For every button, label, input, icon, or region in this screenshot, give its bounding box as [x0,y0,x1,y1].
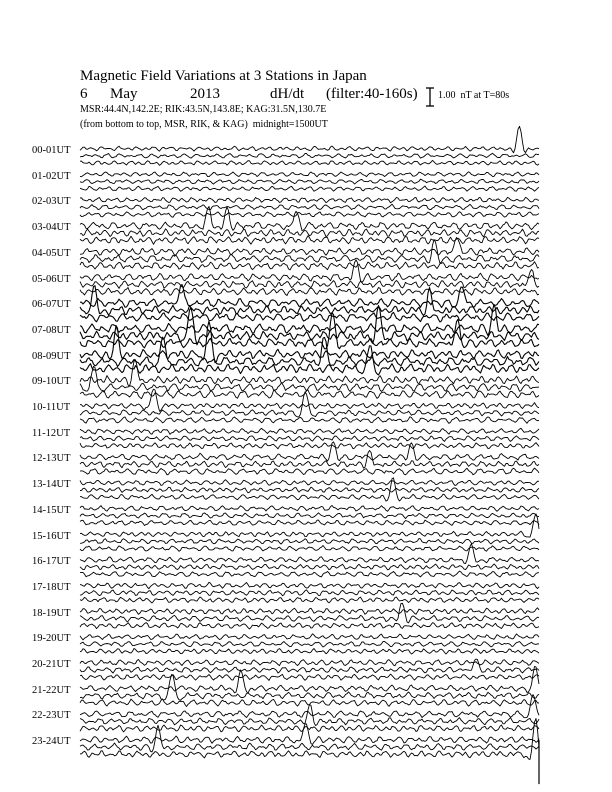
station-trace [80,674,539,680]
station-trace [80,597,539,603]
row-label: 06-07UT [32,299,71,311]
station-trace [80,603,539,623]
station-coordinates: MSR:44.4N,142.2E; RIK:43.5N,143.8E; KAG:31.5N,130.7E [80,104,327,115]
station-trace [80,212,539,218]
row-label: 03-04UT [32,222,71,234]
row-label: 17-18UT [32,581,71,593]
station-trace [80,608,539,615]
row-label: 13-14UT [32,479,71,491]
station-trace [80,544,539,564]
station-trace [80,571,539,577]
station-trace [80,197,539,203]
station-trace [80,468,539,475]
station-trace [80,642,539,648]
station-trace [80,270,539,289]
row-label: 01-02UT [32,170,71,182]
station-trace [80,582,539,588]
station-trace [80,480,539,486]
row-label: 11-12UT [32,427,71,439]
chart-title: Magnetic Field Variations at 3 Stations in Japan [80,68,367,84]
station-trace [80,436,539,442]
row-label: 15-16UT [32,530,71,542]
station-trace [80,695,539,718]
station-trace [80,513,539,519]
station-trace [80,428,539,434]
station-trace [80,229,539,237]
row-label: 12-13UT [32,453,71,465]
station-trace [80,725,539,732]
row-label: 04-05UT [32,247,71,259]
row-label: 02-03UT [32,196,71,208]
date-year: 2013 [190,86,220,102]
station-trace [80,204,539,210]
station-order-note: (from bottom to top, MSR, RIK, & KAG) midnight=1500UT [80,119,328,130]
station-trace [80,634,539,640]
station-trace [80,443,539,449]
date-month: May [110,86,138,102]
station-trace [80,520,539,525]
station-trace [80,286,539,316]
station-trace [80,660,539,666]
station-trace [80,285,539,308]
station-trace [80,417,539,424]
station-trace [80,724,539,745]
row-label: 20-21UT [32,659,71,670]
station-trace [80,172,539,177]
row-label: 09-10UT [32,376,71,388]
station-trace [80,186,539,191]
station-trace [80,564,539,570]
row-label: 18-19UT [32,607,71,619]
row-label: 16-17UT [32,556,71,568]
station-trace [80,675,539,701]
station-trace [80,238,539,256]
station-trace [80,390,539,399]
date-day: 6 [80,86,88,102]
station-trace [80,649,539,655]
row-label: 08-09UT [32,350,71,362]
row-label: 14-15UT [32,504,71,516]
row-label: 19-20UT [32,633,71,645]
row-label: 21-22UT [32,684,71,696]
station-trace [80,236,539,245]
row-label: 07-08UT [32,324,71,336]
station-trace [80,659,539,673]
row-label: 10-11UT [32,402,71,413]
station-trace [80,288,539,296]
row-label: 22-23UT [32,710,71,722]
row-label: 05-06UT [32,273,71,285]
station-trace [80,538,539,544]
quantity-label: dH/dt [270,86,305,102]
station-trace [80,705,539,726]
station-trace [80,179,539,184]
station-trace [80,506,539,512]
row-label: 00-01UT [32,145,71,156]
station-trace [80,153,539,158]
station-trace [80,207,539,231]
station-trace [80,590,539,596]
station-trace [80,623,539,629]
station-trace [80,126,539,153]
station-trace [80,312,539,322]
trace-layer [80,126,539,784]
scale-bar [426,88,434,106]
scale-bar-label: 1.00 nT at T=80s [438,90,510,101]
station-trace [80,487,539,493]
station-trace [80,260,539,283]
station-trace [80,262,539,270]
filter-label: (filter:40-160s) [326,86,418,102]
row-label: 23-24UT [32,736,71,748]
station-trace [80,160,539,165]
station-trace [80,514,539,537]
